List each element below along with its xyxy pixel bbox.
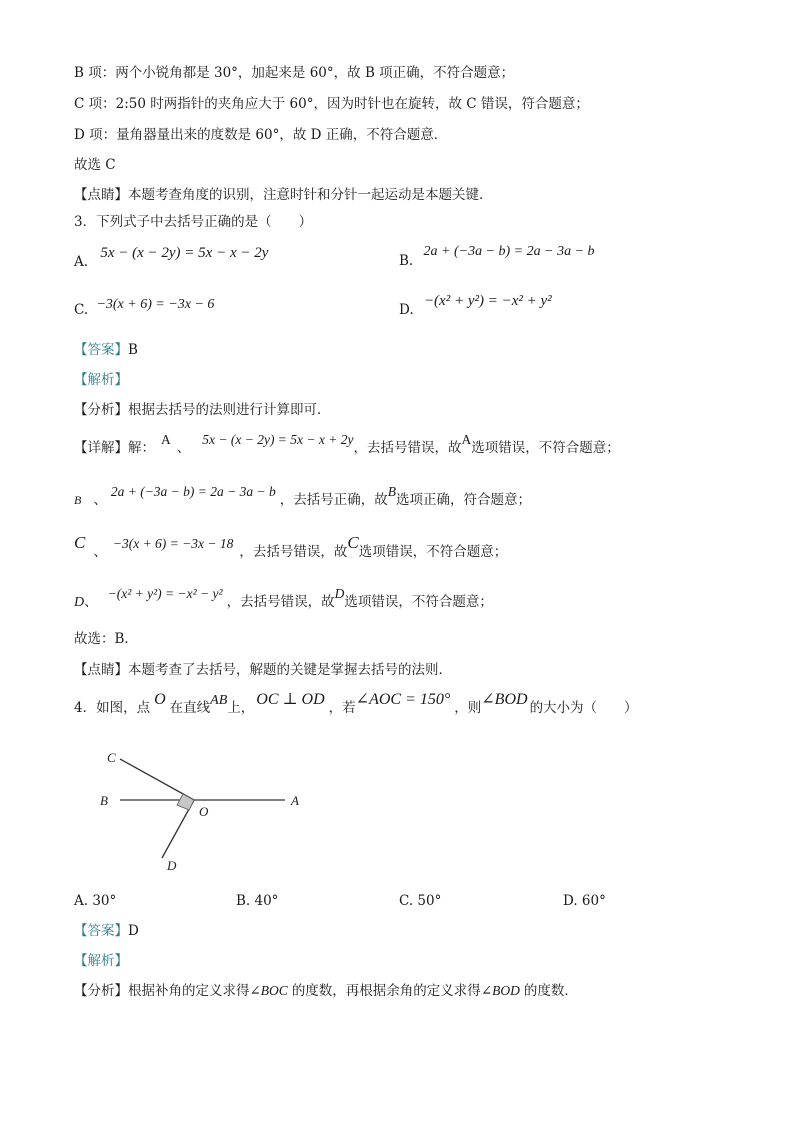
q3-option-a-label: A.	[74, 254, 89, 270]
q3-detail-a	[74, 432, 620, 458]
q3-detail-d-text-b: 选项错误，不符合题意；	[344, 594, 493, 610]
q3-detail-a-letter: A	[161, 432, 171, 447]
q4-fenxi-angle-bod: ∠BOD	[480, 983, 520, 998]
q4-stem-angle-aoc: ∠AOC = 150°	[355, 691, 451, 708]
q3-option-b-label: B.	[399, 253, 414, 269]
q3-detail-b-text-a: ，去括号正确，故	[279, 492, 388, 508]
label-b: B	[100, 793, 108, 808]
q3-detail-d	[74, 586, 493, 613]
q3-detail-b	[74, 484, 531, 510]
q4-fenxi-b: 的度数，再根据余角的定义求得	[291, 983, 481, 999]
q4-stem-p6: 的大小为（ ）	[529, 700, 638, 716]
q3-option-d-label: D.	[399, 302, 414, 318]
prev-answer-line-d: D 项：量角器量出来的度数是 60°，故 D 正确，不符合题意．	[74, 127, 448, 143]
prev-answer-dianjing: 【点睛】本题考查角度的识别，注意时针和分针一起运动是本题关键．	[74, 187, 493, 203]
q3-detail-b-sep: 、	[93, 492, 107, 508]
q3-detail-b-expr: 2a + (−3a − b) = 2a − 3a − b	[110, 484, 276, 499]
q3-detail-b-text-b: 选项正确，符合题意；	[396, 492, 531, 508]
q3-detail-d-sep: 、	[84, 594, 98, 610]
q3-option-a	[74, 243, 269, 270]
q4-stem-line-ab: AB	[210, 693, 228, 708]
q4-fenxi	[74, 981, 578, 1001]
q3-answer-row	[74, 340, 138, 360]
q3-conclusion: 故选：B．	[74, 631, 138, 647]
q3-detail-d-text-a: ，去括号错误，故	[226, 594, 335, 610]
label-a: A	[291, 793, 299, 808]
q3-detail-c-text-a: ，去括号错误，故	[239, 544, 348, 560]
q3-option-b-expr: 2a + (−3a − b) = 2a − 3a − b	[423, 244, 595, 259]
q3-dianjing: 【点睛】本题考查了去括号，解题的关键是掌握去括号的法则．	[74, 662, 452, 678]
q4-stem-angle-bod: ∠BOD	[481, 691, 528, 708]
q3-detail-a-sep: 、	[176, 440, 191, 456]
q4-analysis-tag: 【解析】	[74, 953, 128, 969]
q3-option-c	[74, 294, 215, 318]
q3-detail-d-expr: −(x² + y²) = −x² − y²	[107, 586, 223, 601]
q4-answer-row	[74, 921, 139, 941]
q3-detail-c-letter2: C	[347, 533, 359, 552]
q3-detail-a-expr: 5x − (x − 2y) = 5x − x + 2y	[202, 432, 354, 447]
q4-stem-p2: 在直线	[169, 700, 211, 716]
q3-option-d	[399, 291, 552, 318]
q3-detail-d-letter2: D	[334, 586, 345, 601]
q4-fenxi-c: 的度数．	[523, 983, 578, 999]
q4-option-d: D. 60°	[563, 893, 606, 909]
q4-answer-tag: 【答案】	[74, 923, 128, 939]
q3-detail-c-text-b: 选项错误，不符合题意；	[358, 544, 508, 560]
q3-stem: 3．下列式子中去括号正确的是（ ）	[74, 214, 313, 230]
q4-stem-p1: 4．如图，点	[74, 700, 151, 716]
q3-detail-a-letter2: A	[461, 432, 472, 447]
q3-answer-value: B	[128, 342, 138, 358]
q3-detail-c	[74, 533, 508, 562]
q3-detail-b-letter: B	[74, 493, 82, 507]
q3-detail-a-text-a: ，去括号错误，故	[353, 440, 462, 456]
q4-fenxi-a: 根据补角的定义求得	[128, 983, 250, 999]
label-c: C	[107, 750, 116, 765]
q3-fenxi: 【分析】根据去括号的法则进行计算即可．	[74, 402, 331, 418]
q4-fenxi-angle-boc: ∠BOC	[249, 983, 288, 998]
q3-detail-prefix: 【详解】解：	[74, 440, 155, 456]
q4-stem	[74, 691, 638, 719]
label-o: O	[199, 804, 209, 819]
q4-stem-point-o: O	[154, 691, 166, 708]
q3-answer-tag: 【答案】	[74, 342, 128, 358]
q3-option-a-expr: 5x − (x − 2y) = 5x − x − 2y	[100, 245, 269, 261]
q4-answer-value: D	[128, 923, 139, 939]
q4-option-b: B. 40°	[236, 893, 279, 909]
q3-option-b	[399, 241, 595, 269]
q4-stem-p5: ，则	[454, 700, 482, 716]
q3-option-d-expr: −(x² + y²) = −x² + y²	[423, 293, 552, 309]
right-angle-marker	[177, 794, 194, 810]
prev-answer-line-c: C 项：2:50 时两指针的夹角应大于 60°，因为时针也在旋转，故 C 错误，符合题意；	[74, 96, 589, 112]
q3-analysis-tag: 【解析】	[74, 372, 128, 388]
label-d: D	[167, 858, 177, 873]
q4-stem-p4: ，若	[328, 700, 356, 716]
q4-figure	[90, 740, 320, 880]
q3-detail-b-letter2: B	[387, 484, 396, 499]
q4-fenxi-tag: 【分析】	[74, 983, 128, 999]
q4-stem-perp: OC ⊥ OD	[256, 691, 325, 708]
q3-detail-c-sep: 、	[93, 544, 107, 560]
q3-detail-d-letter: D	[74, 595, 85, 610]
q4-option-a: A. 30°	[74, 893, 117, 909]
q3-detail-a-text-b: 选项错误，不符合题意；	[471, 440, 620, 456]
q3-detail-c-expr: −3(x + 6) = −3x − 18	[112, 536, 234, 551]
q4-stem-p3: 上，	[227, 700, 255, 716]
q3-detail-c-letter: C	[74, 533, 86, 552]
prev-answer-line-b: B 项：两个小锐角都是 30°，加起来是 60°，故 B 项正确，不符合题意；	[74, 65, 515, 81]
q3-option-c-expr: −3(x + 6) = −3x − 6	[96, 297, 215, 312]
prev-answer-conclusion: 故选 C	[74, 157, 116, 173]
q4-option-c: C. 50°	[399, 893, 442, 909]
q3-option-c-label: C.	[74, 302, 89, 318]
